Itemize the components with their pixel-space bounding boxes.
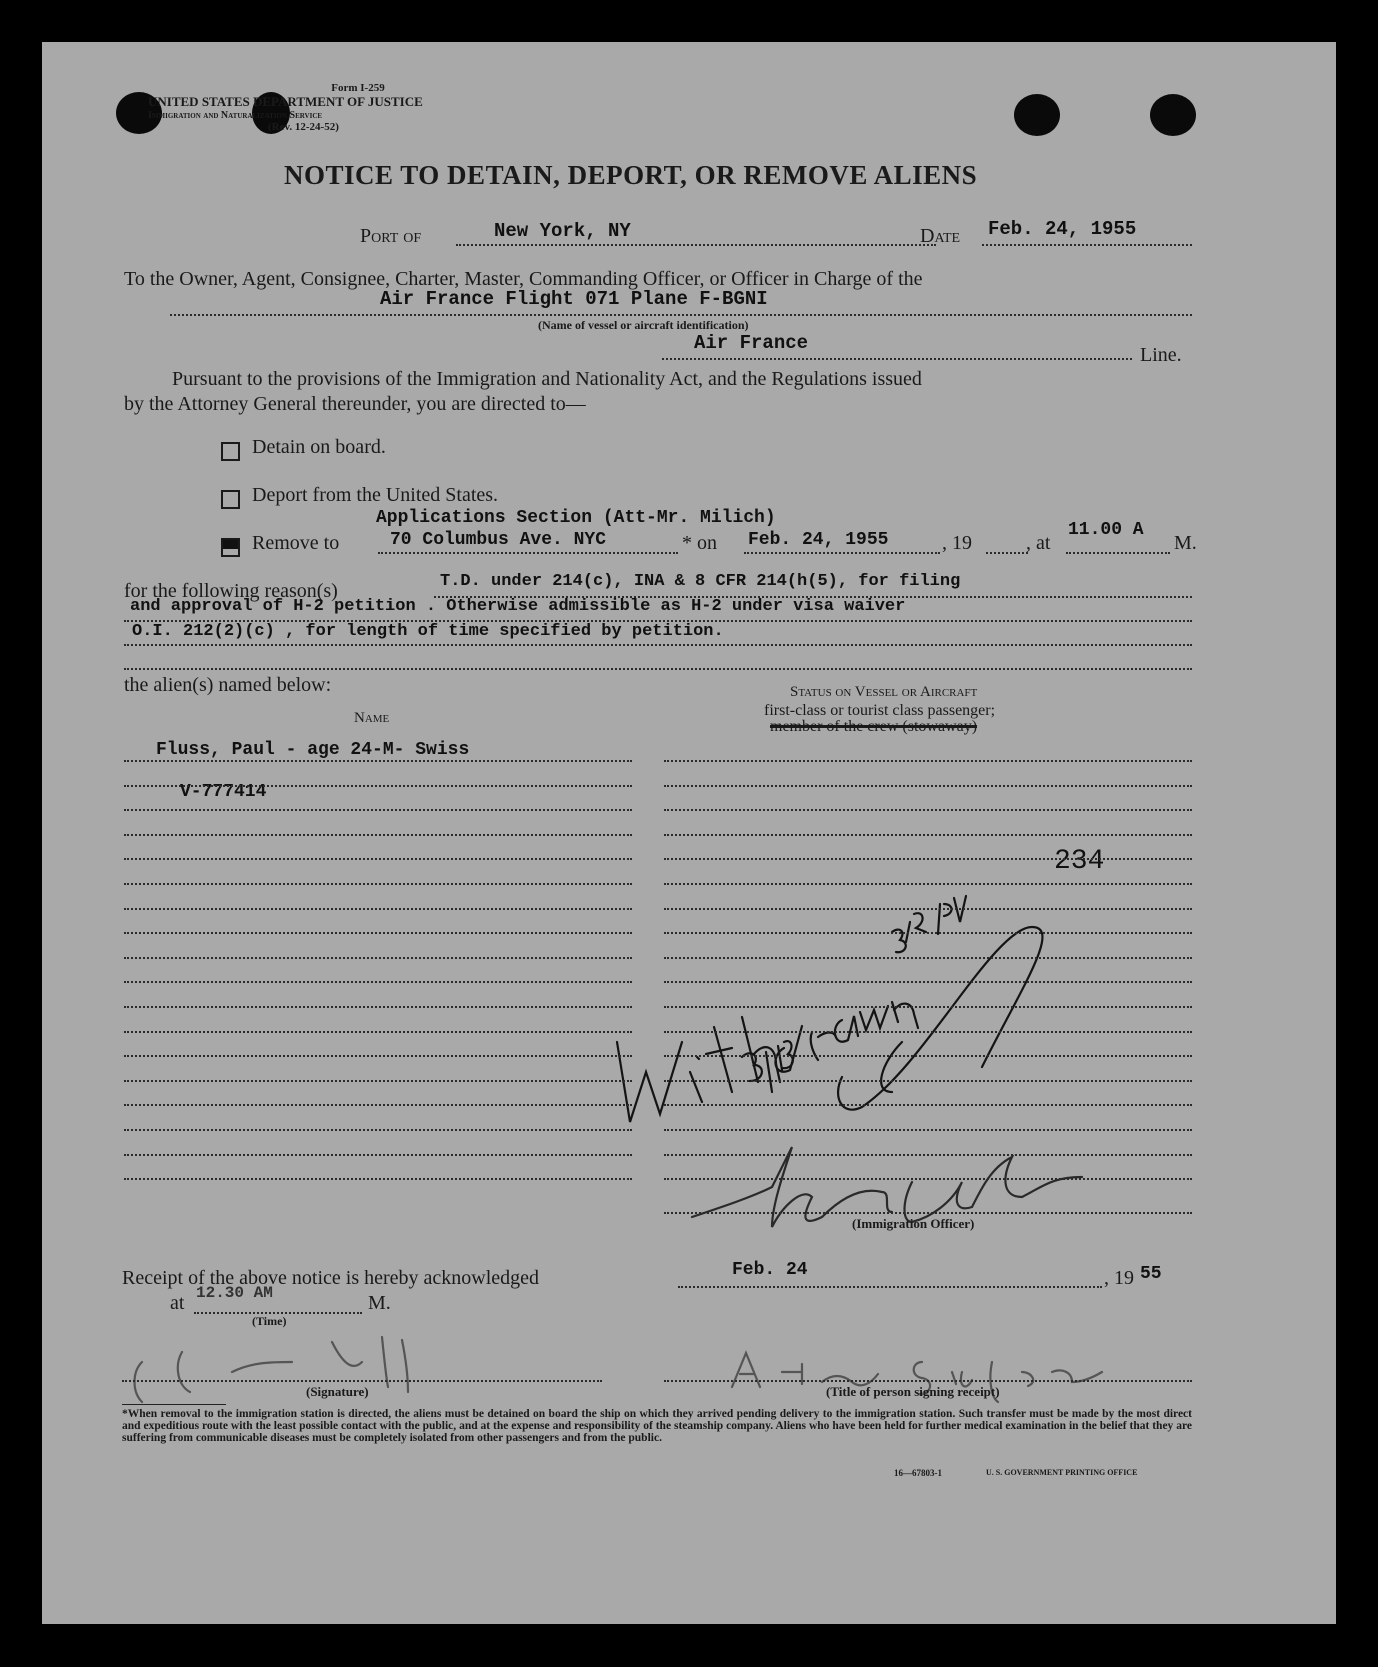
alien-entry-1: Fluss, Paul - age 24-M- Swiss <box>156 740 470 760</box>
status-rule <box>664 1006 1192 1008</box>
receipt-date-value: Feb. 24 <box>732 1260 808 1280</box>
status-rule <box>664 858 1192 860</box>
name-rule <box>124 908 632 910</box>
status-rule <box>664 1129 1192 1131</box>
status-rule <box>664 1080 1192 1082</box>
footnote-rule <box>122 1404 226 1405</box>
name-rule <box>124 760 632 762</box>
receipt-date-underline <box>678 1286 1102 1288</box>
name-rule <box>124 1055 632 1057</box>
remove-m-label: M. <box>1174 532 1197 554</box>
receipt-m-label: M. <box>368 1292 391 1314</box>
name-rule <box>124 883 632 885</box>
officer-rule <box>664 1212 1192 1214</box>
form-number: Form I-259 <box>331 82 385 94</box>
agency-line-2: Immigration and Naturalization Service <box>148 110 323 121</box>
name-rule <box>124 809 632 811</box>
alien-entry-2: V-777414 <box>180 782 267 802</box>
port-value: New York, NY <box>494 220 631 242</box>
remove-label: Remove to <box>252 532 340 554</box>
form-revision: (Rev. 12-24-52) <box>268 121 339 133</box>
aliens-label: the alien(s) named below: <box>124 674 332 696</box>
title-underline <box>664 1380 1192 1382</box>
status-rule <box>664 1031 1192 1033</box>
receipt-text: Receipt of the above notice is hereby acknowledged <box>122 1267 540 1289</box>
status-rule <box>664 785 1192 787</box>
status-rule <box>664 981 1192 983</box>
status-rule <box>664 957 1192 959</box>
vessel-caption: (Name of vessel or aircraft identification) <box>538 318 749 332</box>
remove-year-prefix: , 19 <box>942 532 972 554</box>
status-rule <box>664 1055 1192 1057</box>
print-code: 16—67803-1 <box>894 1468 942 1478</box>
pursuant-text-1: Pursuant to the provisions of the Immigration and Nationality Act, and the Regulations issued <box>172 368 922 390</box>
status-line-2: member of the crew (stowaway) <box>770 718 978 735</box>
name-rule <box>124 834 632 836</box>
reasons-line-1: T.D. under 214(c), INA & 8 CFR 214(h(5), for filing <box>440 572 961 591</box>
name-rule <box>124 1104 632 1106</box>
name-rule <box>124 785 632 787</box>
name-rule <box>124 957 632 959</box>
name-rule <box>124 1154 632 1156</box>
receipt-year-value: 55 <box>1140 1264 1162 1284</box>
name-rule <box>124 1178 632 1180</box>
detain-label: Detain on board. <box>252 436 386 458</box>
status-header: Status on Vessel or Aircraft <box>790 684 978 700</box>
date-label: Date <box>920 225 961 247</box>
line-value: Air France <box>694 332 809 354</box>
remove-at-label: , at <box>1026 532 1051 554</box>
status-rule <box>664 809 1192 811</box>
status-rule <box>664 1178 1192 1180</box>
status-line-1: first-class or tourist class passenger; <box>764 702 996 719</box>
remove-place-line2: 70 Columbus Ave. NYC <box>390 530 607 550</box>
stamp-number: 234 <box>1054 846 1105 877</box>
line-label: Line. <box>1140 344 1182 366</box>
remove-on-value: Feb. 24, 1955 <box>748 530 889 550</box>
addressee-text: To the Owner, Agent, Consignee, Charter, Master, Commanding Officer, or Officer in Charge of the <box>124 268 923 290</box>
reasons-label: for the following reason(s) <box>124 580 338 602</box>
name-rule <box>124 1031 632 1033</box>
pursuant-text-2: by the Attorney General thereunder, you are directed to— <box>124 393 586 415</box>
receipt-time-value: 12.30 AM <box>196 1284 273 1302</box>
name-rule <box>124 1080 632 1082</box>
name-header: Name <box>354 710 390 726</box>
remove-place-line1: Applications Section (Att-Mr. Milich) <box>376 508 776 528</box>
signature-caption: (Signature) <box>306 1384 369 1399</box>
status-rule <box>664 908 1192 910</box>
time-caption: (Time) <box>252 1314 287 1328</box>
status-rule <box>664 883 1192 885</box>
remove-on-label: * on <box>682 532 717 554</box>
printer-credit: U. S. GOVERNMENT PRINTING OFFICE <box>986 1468 1138 1477</box>
status-rule <box>664 932 1192 934</box>
title-caption: (Title of person signing receipt) <box>826 1384 1000 1399</box>
status-rule <box>664 1104 1192 1106</box>
port-label: Port of <box>360 225 422 247</box>
vessel-value: Air France Flight 071 Plane F-BGNI <box>380 288 768 310</box>
officer-caption: (Immigration Officer) <box>852 1216 975 1231</box>
footnote: *When removal to the immigration station is directed, the aliens must be detained on board the ship on which they arrived pending delivery to the immigration station. Such transfer must be made by the most direct and expeditious route with the least possible contact with the public, and at the expense and responsibility of the steamship company. Aliens who have been held for further medical examination in the belief that they are suffering from communicable diseases must be completely isolated from other passengers and from the public. <box>122 1408 1192 1444</box>
receipt-at-label: at <box>170 1292 185 1314</box>
name-rule <box>124 858 632 860</box>
name-rule <box>124 1129 632 1131</box>
margin-note-script <box>892 896 966 952</box>
date-value: Feb. 24, 1955 <box>988 218 1137 240</box>
approval-flourish <box>838 927 1042 1110</box>
officer-signature <box>692 1147 1082 1227</box>
agency-line-1: UNITED STATES DEPARTMENT OF JUSTICE <box>148 94 423 109</box>
name-rule <box>124 932 632 934</box>
receipt-year-prefix: , 19 <box>1104 1267 1134 1289</box>
name-rule <box>124 981 632 983</box>
signature-underline <box>122 1380 602 1382</box>
status-rule <box>664 1154 1192 1156</box>
reasons-line-2: and approval of H-2 petition . Otherwise admissible as H-2 under visa waiver <box>130 597 906 616</box>
reasons-line-3: O.I. 212(2)(c) , for length of time specified by petition. <box>132 622 724 641</box>
deport-label: Deport from the United States. <box>252 484 499 506</box>
status-rule <box>664 834 1192 836</box>
remove-time-value: 11.00 A <box>1068 520 1144 540</box>
name-rule <box>124 1006 632 1008</box>
form-paper <box>42 42 1336 1624</box>
status-rule <box>664 760 1192 762</box>
form-title: NOTICE TO DETAIN, DEPORT, OR REMOVE ALIENS <box>284 160 978 190</box>
